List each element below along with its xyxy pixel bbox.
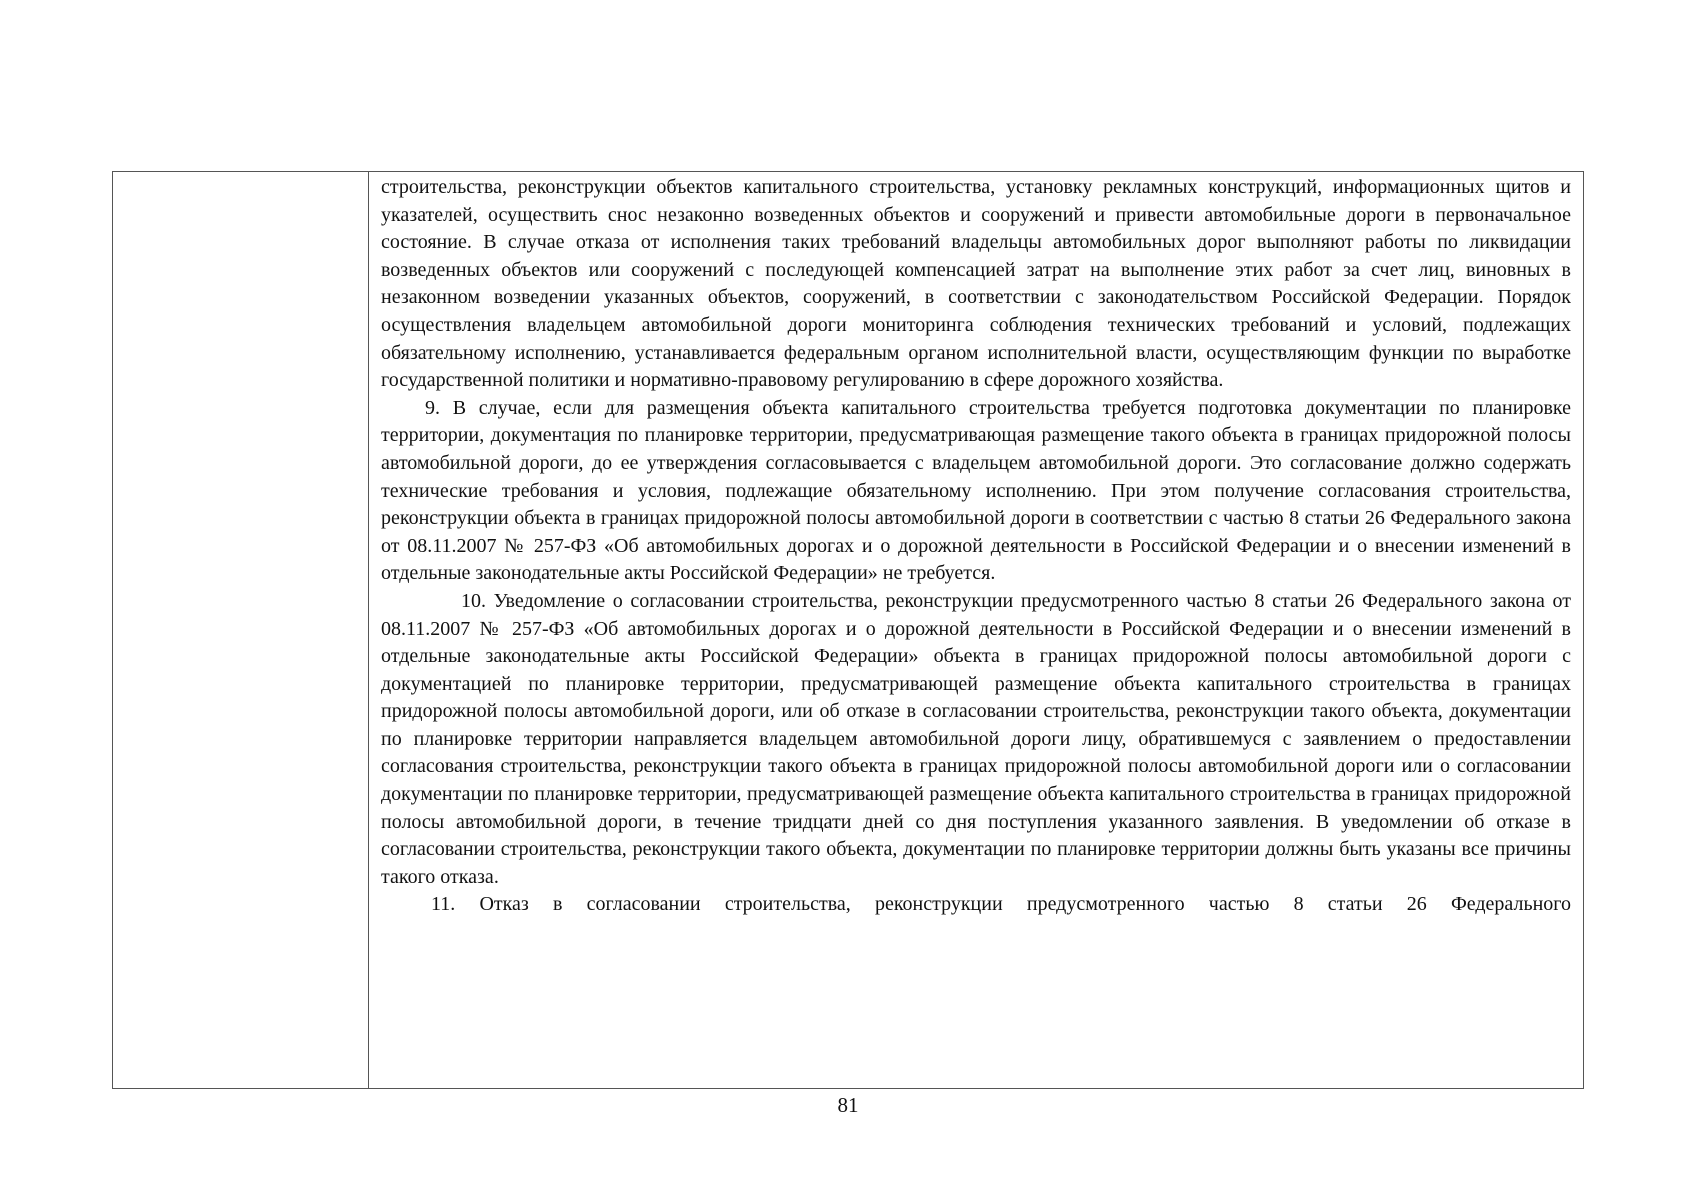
paragraph-continuation: строительства, реконструкции объектов капитального строительства, установку рекламных конструкций, информационных щитов и указателей, осуществить снос незаконно возведенных объектов и сооружений и привести автомобильные дороги в первоначальное состояние. В случае отказа от исполнения таких требований владельцы автомобильных дорог выполняют работы по ликвидации возведенных объектов или сооружений с последующей компенсацией затрат на выполнение этих работ за счет лиц, виновных в незаконном возведении указанных объектов, сооружений, в соответствии с законодательством Российской Федерации. Порядок осуществления владельцем автомобильной дороги мониторинга соблюдения технических требований и условий, подлежащих обязательному исполнению, устанавливается федеральным органом исполнительной власти, осуществляющим функции по выработке государственной политики и нормативно-правовому регулированию в сфере дорожного хозяйства. — [381, 176, 1571, 392]
paragraph-10: 10. Уведомление о согласовании строительства, реконструкции предусмотренного частью 8 статьи 26 Федерального закона от 08.11.2007 № 257-ФЗ «Об автомобильных дорогах и о дорожной деятельности в Российской Федерации и о внесении изменений в отдельные законодательные акты Российской Федерации» объекта в границах придорожной полосы автомобильной дороги с документацией по планировке территории, предусматривающей размещение объекта капитального строительства в границах придорожной полосы автомобильной дороги, или об отказе в согласовании строительства, реконструкции такого объекта, документации по планировке территории направляется владельцем автомобильной дороги лицу, обратившемуся с заявлением о предоставлении согласования строительства, реконструкции такого объекта в границах придорожной полосы автомобильной дороги или о согласовании документации по планировке территории, предусматривающей размещение объекта капитального строительства в границах придорожной полосы автомобильной дороги, в течение тридцати дней со дня поступления указанного заявления. В уведомлении об отказе в согласовании строительства, реконструкции такого объекта, документации по планировке территории должны быть указаны все причины такого отказа. — [381, 589, 1571, 888]
page-number: 81 — [837, 1093, 859, 1117]
paragraph-9: 9. В случае, если для размещения объекта капитального строительства требуется подготовка документации по планировке территории, документация по планировке территории, предусматривающая размещение такого объекта в границах придорожной полосы автомобильной дороги, до ее утверждения согласовывается с владельцем автомобильной дороги. Это согласование должно содержать технические требования и условия, подлежащие обязательному исполнению. При этом получение согласования строительства, реконструкции объекта в границах придорожной полосы автомобильной дороги в соответствии с частью 8 статьи 26 Федерального закона от 08.11.2007 № 257-ФЗ «Об автомобильных дорогах и о дорожной деятельности в Российской Федерации и о внесении изменений в отдельные законодательные акты Российской Федерации» не требуется. — [381, 396, 1571, 585]
content-table — [112, 171, 1584, 1089]
table-left-cell — [113, 172, 369, 1088]
paragraph-11: 11. Отказ в согласовании строительства, реконструкции предусмотренного частью 8 статьи 26 Федерального — [431, 893, 1571, 916]
table-right-cell — [369, 172, 1583, 1088]
